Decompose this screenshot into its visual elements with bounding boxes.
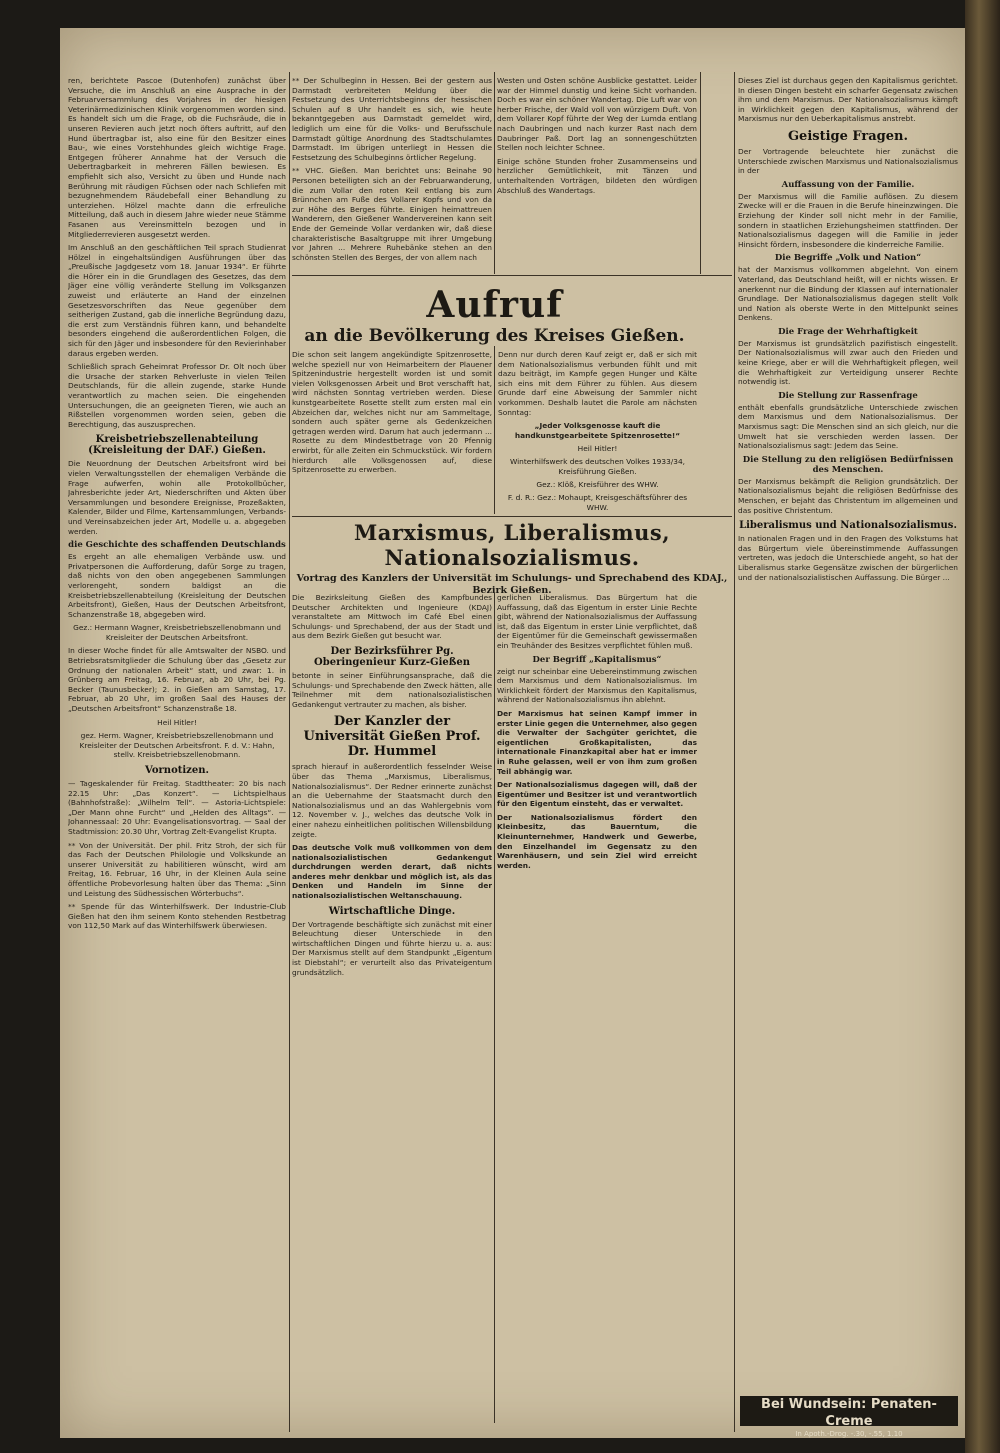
main-right-3: Der Marxismus hat seinen Kampf immer in erster Linie gegen die Unternehmer, also gegen die Verwalter der Sachgüter gerichtet, die eigentlichen Großkapitalisten, das internationale Finanzkapital aber hat er immer in Ruhe gelassen, weil er von ihm zum großen Teil abhängig war. <box>497 708 697 776</box>
col4-p3: Der Marxismus will die Familie auflösen. Zu diesem Zwecke will er die Frauen in die Berufe hineinzwingen. Die Erziehung der Kinder soll nicht mehr in der Familie, sondern in staatlichen Erziehungsheimen stattfinden. Der Nationalsozialismus dagegen will die Familie in jeder Hinsicht fördern, insbesondere die kinderreiche Familie. <box>738 191 958 249</box>
main-article-subtitle: Vortrag des Kanzlers der Universität im Schulungs- und Sprechabend des KDAJ., Bezirk Gießen. <box>296 573 728 596</box>
aufruf-signature-3: F. d. R.: Gez.: Mohaupt, Kreisgeschäftsführer des WHW. <box>507 493 688 513</box>
aufruf-left-column <box>292 350 492 479</box>
aufruf-signature-1: Winterhilfswerk des deutschen Volkes 1933/34, Kreisführung Gießen. <box>509 457 686 477</box>
main-p1: Die Bezirksleitung Gießen des Kampfbundes Deutscher Architekten und Ingenieure (KDAJ) veranstaltete am Mittwoch im Café Ebel einen Schulungs- und Sprechabend, der aus der Stadt und aus dem Bezirk Gießen gut besucht war. <box>292 593 492 641</box>
ad-headline: Bei Wundsein: Penaten-Creme <box>761 1397 937 1429</box>
heading-rassenfrage: Die Stellung zur Rassenfrage <box>778 390 918 401</box>
main-right-1: gerlichen Liberalismus. Das Bürgertum hat die Auffassung, daß das Eigentum in erster Linie Rechte gibt, während der Nationalsozialismus der Auffassung ist, daß das Eigentum in erster Linie verpflichtet, daß der Eigentümer für die Gemeinschaft gewissermaßen ein Treuhänder des Besitzes verpflichtet fühlen muß. <box>497 593 697 650</box>
column-rule <box>700 72 701 274</box>
newspaper-page <box>60 28 965 1438</box>
main-right-2: zeigt nur scheinbar eine Uebereinstimmung zwischen dem Marxismus und dem Nationalsozialismus. Im Wirklichkeit fördert der Marxismus den Kapitalismus, während der Nationalsozialismus ihn ablehnt. <box>497 666 697 705</box>
main-p3: sprach hierauf in außerordentlich fesselnder Weise über das Thema „Marxismus, Liberalismus, Nationalsozialismus“. Der Redner erinnerte zunächst an die Uebernahme der Staatsmacht durch den Nationalsozialismus und an das Wahlergebnis vom 12. November v. J., welches das deutsche Volk in einer nahezu einheitlichen politischen Willensbildung zeigte. <box>292 762 492 839</box>
aufruf-right-text: Denn nur durch deren Kauf zeigt er, daß er sich mit dem Nationalsozialismus verbunden fühlt und mit dazu beiträgt, im Kampfe gegen Hunger und Kälte sich eins mit dem Führer zu fühlen. Aus diesem Grunde darf eine Abweisung der Sammler nicht vorkommen. Deshalb lautet die Parole am nächsten Sonntag: <box>498 350 697 417</box>
main-p4: Das deutsche Volk muß vollkommen von dem nationalsozialistischen Gedankengut durchdrungen werden derart, daß nichts anderes mehr denkbar und möglich ist, als das Denken und Handeln im Sinne der nationalsozialistischen Weltanschauung. <box>292 843 492 901</box>
main-right-5: Der Nationalsozialismus fördert den Kleinbesitz, das Bauerntum, die Kleinunternehmer, Handwerk und Gewerbe, den Einzelhandel im Gegensatz zu den Warenhäusern, und sein Ziel wird erreicht werden. <box>497 812 697 870</box>
heading-geistige-fragen: Geistige Fragen. <box>787 128 909 144</box>
article-wanderung-p1: Westen und Osten schöne Ausblicke gestattet. Leider war der Himmel dunstig und keine Sicht vorhanden. Doch es war ein schöner Wandertag. Die Luft war von herber Frische, der Wald voll von würzigem Duft. Von dem Vollarer Kopf führte der Weg der Lumda entlang nach Daubringen und nach kurzer Rast nach dem Daubringer Paß. Dort lag an sonnengeschützten Stellen noch leichter Schnee. <box>497 76 697 153</box>
aufruf-left-text: Die schon seit langem angekündigte Spitzenrosette, welche speziell nur von Heimarbeitern der Plauener Spitzenindustrie hergestellt worden ist und somit vielen Volksgenossen Arbeit und Brot verschafft hat, wird nächsten Sonntag vertrieben werden. Diese kunstgearbeitete Rosette stellt zum ersten mal ein Abzeichen dar, welches nicht nur am Sammeltage, sondern auch später gerne als Gedenkzeichen getragen werden wird. Darum hat auch jedermann ... Rosette zu dem Mindestbetrage von 20 Pfennig erwirbt, für alle Zeiten ein Schmuckstück. Wir fordern hierdurch alle Volksgenossen auf, diese Spitzenrosette zu erwerben. <box>292 350 492 475</box>
column-rule <box>289 72 290 1432</box>
column-2-top <box>292 76 492 272</box>
article-jagd-p3: Schließlich sprach Geheimrat Professor Dr. Olt noch über die Ursache der starken Rehverluste in vielen Teilen Deutschlands, für die allein zugende, starke Hunde verantwortlich zu machen seien. Die eingehenden Untersuchungen, die an geeigneten Tieren, wie auch an Rißstellen vorgenommen worden seien, geben die Berechtigung, das auszusprechen. <box>68 362 286 429</box>
main-article-column-2 <box>497 593 697 1423</box>
heading-volk-nation: Die Begriffe „Volk und Nation“ <box>774 253 922 264</box>
heading-wirtschaft: Wirtschaftliche Dinge. <box>328 905 456 917</box>
col4-p4: hat der Marxismus vollkommen abgelehnt. Von einem Vaterland, das Deutschland heißt, will er nichts wissen. Er anerkennt nur die Bindung der Klassen auf internationaler Grundlage. Der Nationalsozialismus dagegen stellt Volk und Nation als oberste Werte in den Mittelpunkt seines Denkens. <box>738 265 958 323</box>
col4-p8: In nationalen Fragen und in den Fragen des Volkstums hat das Bürgertum viele übereinstimmende Auffassungen vertreten, was jedoch die Unterschiede angeht, so hat der Liberalismus starke Gegensätze zwischen der bürgerlichen und der nationalsozialistischen Auffassung. Die Bürger ... <box>738 534 958 582</box>
article-jagd-intro: ren, berichtete Pascoe (Dutenhofen) zunächst über Versuche, die im Anschluß an eine Ausprache in der Februarversammlung des Vorjahres in der hiesigen Veterinärmedizinischen Klinik vorgenommen worden sind. Es handelt sich um die Frage, ob die Fuchsräude, die in unseren Revieren auch jetzt noch öfters auftritt, auf den Hund übertragbar ist, also eine für den Besitzer eines Bau-, wie eines Vorstehhundes gleich wichtige Frage. Entgegen früherer Annahme hat der Versuch die Uebertragbarkeit in mehreren Fällen bewiesen. Es empfiehlt sich also, Versicht zu üben und Hunde nach Berührung mit räudigen Füchsen oder nach Schliefen mit bezugnehmendem Räudebefall einer Behandlung zu unterziehen. Hölzel machte dann die erfreuliche Mitteilung, daß auch in diesem Jahre wieder neue Stämme Fasanen aus Vereinsmitteln bezogen und in Mitgliederrevieren ausgesetzt werden. <box>68 76 286 239</box>
heading-wehrhaftigkeit: Die Frage der Wehrhaftigkeit <box>778 326 918 337</box>
main-right-4: Der Nationalsozialismus dagegen will, daß der Eigentümer und Besitzer ist und verantwortlich für den Eigentum einsteht, das er verwaltet. <box>497 780 697 809</box>
main-article-column-1 <box>292 593 492 1423</box>
article-tageskalender: — Tageskalender für Freitag. Stadttheater: 20 bis nach 22.15 Uhr: „Das Konzert“. — Lichtspielhaus (Bahnhofstraße): „Wilhelm Tell“. — Astoria-Lichtspiele: „Der Mann ohne Furcht“ und „Helden des Alltags“. — Johannessaal: 20 Uhr: Evangelisationsvortrag. — Saal der Stadtmission: 20.30 Uhr, Vortrag Zelt-Evangelist Krupta. <box>68 779 286 836</box>
heading-kreisbetriebszellen: Kreisbetriebszellenabteilung (Kreisleitung der DAF.) Gießen. <box>88 434 266 457</box>
column-1 <box>68 76 286 1426</box>
column-rule <box>494 72 495 274</box>
heading-kanzler: Der Kanzler der Universität Gießen Prof. Dr. Hummel <box>303 714 481 760</box>
section-rule <box>292 275 732 276</box>
heading-vornotizen: Vornotizen. <box>145 765 209 776</box>
heading-liberalismus: Liberalismus und Nationalsozialismus. <box>739 520 957 532</box>
heil-hitler: Heil Hitler! <box>157 717 197 727</box>
article-schulbeginn: ** Der Schulbeginn in Hessen. Bei der gestern aus Darmstadt verbreiteten Meldung über die Festsetzung des Unterrichtsbeginns der hessischen Schulen auf 8 Uhr handelt es sich, wie heute bekanntgegeben aus Darmstadt gemeldet wird, lediglich um eine für die Volks- und Berufsschule Darmstadt gültige Anordnung des Stadtschulamtes Darmstadt. Im übrigen unterliegt in Hessen die Festsetzung des Schulbeginns örtlicher Regelung. <box>292 76 492 162</box>
aufruf-subtitle: an die Bevölkerung des Kreises Gießen. <box>304 326 685 346</box>
article-schulung: In dieser Woche findet für alle Amtswalter der NSBO. und Betriebsratsmitglieder die Schulung über das „Gesetz zur Ordnung der nationalen Arbeit“ statt, und zwar: 1. in Grünberg am Freitag, 16. Februar, ab 20 Uhr, bei Pg. Becker (Taunusbecker); 2. in Gießen am Samstag, 17. Februar, ab 20 Uhr, im großen Saal des Hauses der „Deutschen Arbeitsfront“ Schanzenstraße 18. <box>68 646 286 714</box>
col4-p6: enthält ebenfalls grundsätzliche Unterschiede zwischen dem Marxismus und dem Nationalsozialismus. Der Marxismus sagt: Die Menschen sind an sich gleich, nur die Umwelt hat sie verschieden werden lassen. Der Nationalsozialismus sagt: Jedem das Seine. <box>738 402 958 451</box>
main-article-header <box>292 520 732 597</box>
column-4 <box>738 76 958 1386</box>
subheading-geschichte: die Geschichte des schaffenden Deutschlands <box>68 540 286 551</box>
col4-p7: Der Marxismus bekämpft die Religion grundsätzlich. Der Nationalsozialismus bejaht die religiösen Bedürfnisse des Menschen, er bejaht das Christentum im allgemeinen und das positive Christentum. <box>738 476 958 515</box>
column-rule <box>734 72 735 1432</box>
signature-wagner: Gez.: Hermann Wagner, Kreisbetriebszellenobmann und Kreisleiter der Deutschen Arbeitsfront. <box>73 623 281 642</box>
aufruf-title: Aufruf <box>426 284 563 326</box>
col4-p2: Der Vortragende beleuchtete hier zunächst die Unterschiede zwischen Marxismus und Nationalsozialismus in der <box>738 146 958 176</box>
main-p5: Der Vortragende beschäftigte sich zunächst mit einer Beleuchtung dieser Unterschiede in den wirtschaftlichen Dingen und führte hierzu u. a. aus: Der Marxismus stellt auf dem Standpunkt „Eigentum ist Diebstahl“; er verurteilt also das Privateigentum grundsätzlich. <box>292 919 492 977</box>
article-daf-p2: Es ergeht an alle ehemaligen Verbände usw. und Privatpersonen die Aufforderung, dafür Sorge zu tragen, daß nichts von den oben angegebenen Sammlungen verlorengeht, sondern baldigst an die Kreisbetriebszellenabteilung (Kreisleitung der Deutschen Arbeitsfront), Gießen, Haus der Deutschen Arbeitsfront, Schanzenstraße 18, abgegeben wird. <box>68 552 286 619</box>
aufruf-heil: Heil Hitler! <box>577 444 618 454</box>
aufruf-right-column <box>498 350 697 516</box>
article-wanderung-p2: Einige schöne Stunden froher Zusammenseins und herzlicher Gemütlichkeit, mit Tänzen und unterhaltenden Vorträgen, bildeten den würdigen Abschluß des Wandertags. <box>497 156 697 195</box>
heading-familie: Auffassung von der Familie. <box>781 179 915 190</box>
column-rule <box>494 593 495 1423</box>
col4-p1: Dieses Ziel ist durchaus gegen den Kapitalismus gerichtet. In diesen Dingen besteht ein scharfer Gegensatz zwischen ihm und dem Marxismus. Der Nationalsozialismus kämpft in Wirklichkeit gegen den Kapitalismus, während der Marxismus nur den Ueberkapitalismus anstrebt. <box>738 76 958 124</box>
signature-wagner-hahn: gez. Herm. Wagner, Kreisbetriebszellenobmann und Kreisleiter der Deutschen Arbeitsfront. F. d. V.: Hahn, stellv. Kreisbetriebszellenobmann. <box>79 731 275 760</box>
ad-subline: In Apoth.-Drog. -.30, -.55, 1.10 <box>795 1430 903 1438</box>
heading-religion: Die Stellung zu den religiösen Bedürfnissen des Menschen. <box>742 454 954 475</box>
aufruf-notice <box>292 278 697 513</box>
article-spende: ** Spende für das Winterhilfswerk. Der Industrie-Club Gießen hat den ihm seinem Konto stehenden Restbetrag von 112,50 Mark auf das Winterhilfswerk überwiesen. <box>68 902 286 931</box>
book-edge <box>965 0 1000 1453</box>
column-3-top <box>497 76 697 272</box>
main-article-title: Marxismus, Liberalismus, Nationalsozialismus. <box>353 520 671 570</box>
article-daf-p1: Die Neuordnung der Deutschen Arbeitsfront wird bei vielen Verwaltungsstellen der ehemaligen Verbände die Frage aufwerfen, wohin alle Protokollbücher, Jahresberichte jeder Art, Niederschriften und Akten über Versammlungen und besondere Ereignisse, Prozeßakten, Kalender, Bilder und Filme, Kartensammlungen, Verbands- und Vereinsabzeichen jeder Art, Modelle u. a. abgegeben werden. <box>68 459 286 536</box>
article-jagd-p2: Im Anschluß an den geschäftlichen Teil sprach Studienrat Hölzel in eingehaltsündigen Ausführungen über das „Preußische Jagdgesetz vom 18. Januar 1934“. Er führte die Hörer ein in die Grundlagen des Gesetzes, das dem Jäger eine völlig veränderte Stellung im Volksganzen zuweist und erläuterte an Hand der einzelnen Gesetzesvorschriften das Neue gegenüber dem seitherigen Zustand, gab die innerliche Begründung dazu, die erst zum Verständnis führen kann, und behandelte besonders eingehend die außerordentlichen Folgen, die sich für den Jäger und insbesondere für den Revierinhaber daraus ergeben werden. <box>68 243 286 358</box>
article-vhc: ** VHC. Gießen. Man berichtet uns: Beinahe 90 Personen beteiligten sich an der Februarwanderung, die zum Vollar den roten Keil entlang bis zum Brünnchen am Fuße des Vollarer Kopfs und von da zur Höhe des Berges führte. Einigen heimattreuen Wanderern, den Gießener Wandervereinen kann seit Ende der Gemeinde Vollar verdanken wir, daß diese charakteristische Basaltgruppe mit ihrer Umgebung vor Jahren ... Mehrere Ruhebänke stehen an den schönsten Stellen des Berges, der von allem nach <box>292 166 492 262</box>
aufruf-signature-2: Gez.: Klöß, Kreisführer des WHW. <box>536 480 659 490</box>
advertisement-penaten <box>740 1396 958 1438</box>
main-p2: betonte in seiner Einführungsansprache, daß die Schulungs- und Sprechabende den Zweck hätten, alle Teilnehmer mit dem nationalsozialistischen Gedankengut vertrauter zu machen, als bisher. <box>292 670 492 709</box>
col4-p5: Der Marxismus ist grundsätzlich pazifistisch eingestellt. Der Nationalsozialismus will zwar auch den Frieden und keine Kriege, aber er will die Wehrhaftigkeit pflegen, weil die Wehrhaftigkeit zur Verteidigung unserer Rechte notwendig ist. <box>738 338 958 387</box>
heading-kapitalismus: Der Begriff „Kapitalismus“ <box>532 654 662 665</box>
article-universitaet: ** Von der Universität. Der phil. Fritz Stroh, der sich für das Fach der Deutschen Philologie und Volkskunde an unserer Universität zu habilitieren wünscht, wird am Freitag, 16. Februar, 16 Uhr, in der Kleinen Aula seine öffentliche Probevorlesung halten über das Thema: „Sinn und Leistung des Südhessischen Wörterbuchs“. <box>68 840 286 898</box>
aufruf-slogan: „Jeder Volksgenosse kauft die handkunstgearbeitete Spitzenrosette!“ <box>514 421 681 440</box>
heading-bezirksfuehrer: Der Bezirksführer Pg. Oberingenieur Kurz-Gießen <box>314 645 470 668</box>
